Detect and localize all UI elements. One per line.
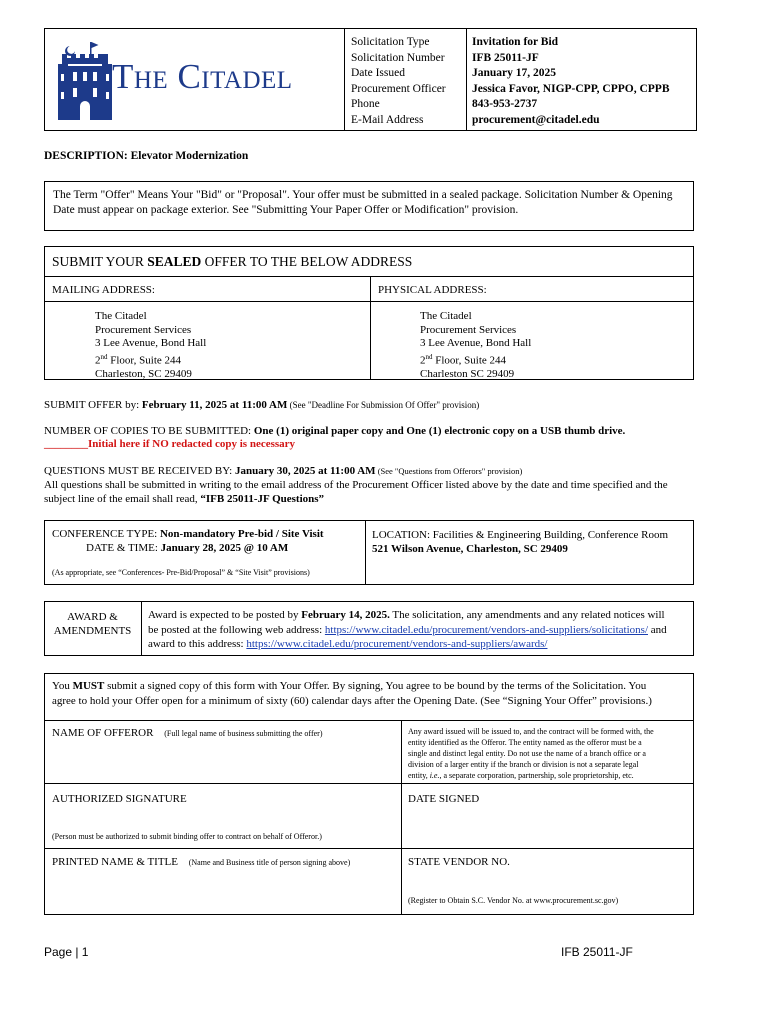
award-line2-pre: be posted at the following web address: [148, 623, 325, 636]
questions-label: QUESTIONS MUST BE RECEIVED BY: [44, 465, 235, 477]
date-signed-field[interactable]: DATE SIGNED [408, 793, 480, 805]
questions-body-line2-pre: subject line of the email shall read, [44, 493, 201, 505]
conference-location [372, 528, 668, 556]
physical-address-label: PHYSICAL ADDRESS: [378, 284, 487, 296]
solicitations-link[interactable]: https://www.citadel.edu/procurement/vendors-and-suppliers/solicitations/ [324, 623, 648, 636]
signing-row-divider-3 [44, 848, 694, 849]
mailing-line: Procurement Services [95, 323, 192, 336]
award-text-post: The solicitation, any amendments and any related notices will [389, 609, 665, 621]
label-phone: Phone [351, 98, 380, 110]
physical-line: Charleston SC 29409 [420, 367, 515, 380]
entity-note [408, 726, 654, 781]
submit-title-bold: SEALED [147, 254, 202, 269]
conference-note: (As appropriate, see “Conferences- Pre-Bid/Proposal” & “Site Visit” provisions) [52, 568, 310, 577]
vendor-no-note: (Register to Obtain S.C. Vendor No. at www.procurement.sc.gov) [408, 896, 619, 905]
authorized-signature-note: (Person must be authorized to submit binding offer to contract on behalf of Offeror.) [52, 832, 322, 841]
questions-line [44, 465, 522, 477]
questions-subject: “IFB 25011-JF Questions” [200, 493, 325, 505]
signing-intro-post: submit a signed copy of this form with Your Offer. By signing, You agree to be bound by the terms of the Solicitation. You [104, 680, 647, 692]
offer-notice-text: The Term "Offer" Means Your "Bid" or "Proposal". Your offer must be submitted in a sealed package. Solicitation Number & Opening Date must appear on package exterior. See "Submitting Your Paper Offer or Modification" provision. [53, 189, 673, 216]
label-email: E-Mail Address [351, 113, 424, 126]
deadline-note: (See "Deadline For Submission Of Offer" provision) [287, 400, 480, 410]
initial-blank[interactable]: ________ [44, 438, 88, 450]
mailing-floor-sup: nd [100, 352, 108, 361]
award-label-line2: AMENDMENTS [53, 625, 132, 637]
label-date-issued: Date Issued [351, 67, 405, 79]
submit-title-post: OFFER TO THE BELOW ADDRESS [201, 254, 413, 269]
header-divider-logo [344, 28, 345, 131]
copies-line [44, 425, 625, 437]
description-line [44, 150, 248, 162]
submit-labels-divider [44, 301, 694, 302]
questions-body-line1: All questions shall be submitted in writing to the email address of the Procurement Officer listed above by the date and time specified and the [44, 479, 668, 491]
mailing-line: Charleston, SC 29409 [95, 367, 192, 380]
signing-row-divider-1 [44, 720, 694, 721]
value-date-issued: January 17, 2025 [472, 67, 557, 79]
authorized-signature-field[interactable]: AUTHORIZED SIGNATURE [52, 793, 187, 805]
entity-note-line [408, 770, 654, 781]
award-text-line3 [148, 637, 667, 652]
mailing-line: The Citadel [95, 310, 147, 322]
initial-text: Initial here if NO redacted copy is necessary [88, 438, 296, 450]
mailing-floor-rest: Floor, Suite 244 [107, 354, 182, 367]
mailing-floor-num: 2 [95, 354, 101, 367]
offeror-field[interactable] [52, 727, 323, 739]
conference-type-value: Non-mandatory Pre-bid / Site Visit [159, 528, 324, 540]
citadel-logo [58, 40, 343, 120]
entity-note-last-italic: i.e. [429, 771, 440, 780]
printed-name-label: PRINTED NAME & TITLE [52, 856, 178, 868]
deadline-line [44, 399, 479, 411]
award-text [148, 608, 667, 652]
award-text-line2 [148, 623, 667, 638]
submit-title-pre: SUBMIT YOUR [52, 254, 148, 269]
value-solicitation-type: Invitation for Bid [472, 36, 559, 48]
submit-col-divider [370, 276, 371, 380]
submit-title [52, 254, 412, 270]
signing-intro-line1 [52, 679, 652, 694]
header-labels [351, 35, 446, 128]
award-label-line1: AWARD & [67, 611, 118, 623]
description-value: : Elevator Modernization [123, 150, 249, 162]
mailing-line [95, 351, 206, 368]
entity-note-line: entity identified as the Offeror. The entity named as the offeror must be a [408, 738, 642, 747]
entity-note-line: single and distinct legal entity. Do not use the name of a branch office or a [408, 749, 646, 758]
submit-title-divider [44, 276, 694, 277]
questions-note: (See "Questions from Offerors" provision) [375, 466, 523, 476]
questions-value: January 30, 2025 at 11:00 AM [235, 465, 376, 477]
conference-col-divider [365, 520, 366, 585]
award-text-pre: Award is expected to be posted by [148, 609, 302, 621]
award-col-divider [141, 601, 142, 656]
mailing-line: 3 Lee Avenue, Bond Hall [95, 337, 207, 349]
initial-line[interactable] [44, 438, 295, 450]
signing-intro-must: MUST [72, 680, 105, 692]
mailing-address [95, 310, 206, 381]
physical-line [420, 351, 531, 368]
printed-name-field[interactable] [52, 856, 350, 868]
printed-name-note: (Name and Business title of person signing above) [188, 858, 351, 867]
value-solicitation-number: IFB 25011-JF [472, 51, 539, 64]
signing-row-divider-2 [44, 783, 694, 784]
mailing-address-label: MAILING ADDRESS: [52, 284, 155, 296]
entity-note-last-pre: entity, [408, 771, 430, 780]
value-phone: 843-953-2737 [472, 98, 538, 110]
copies-value: One (1) original paper copy and One (1) electronic copy on a USB thumb drive. [253, 425, 626, 437]
questions-body [44, 478, 668, 506]
conference-type [52, 528, 324, 540]
physical-line: 3 Lee Avenue, Bond Hall [420, 337, 532, 349]
physical-floor-rest: Floor, Suite 244 [432, 354, 507, 367]
value-email[interactable]: procurement@citadel.edu [472, 113, 600, 126]
header-values [472, 35, 670, 128]
copies-label: NUMBER OF COPIES TO BE SUBMITTED: [44, 425, 254, 437]
offeror-label: NAME OF OFFEROR [52, 727, 154, 739]
conference-type-label: CONFERENCE TYPE: [52, 528, 160, 540]
page-number: Page | 1 [44, 945, 89, 959]
header-divider-values [466, 28, 467, 131]
footer-doc-id: IFB 25011-JF [561, 945, 633, 959]
signing-intro-line2: agree to hold your Offer open for a minimum of sixty (60) calendar days after the Opening Date. (See “Signing Your Offer” provisions.) [52, 695, 652, 707]
citadel-tower-icon [58, 40, 112, 120]
label-solicitation-number: Solicitation Number [351, 51, 445, 64]
org-name-logo-text: The Citadel [112, 57, 293, 96]
label-solicitation-type: Solicitation Type [351, 36, 430, 48]
signing-col-divider [401, 720, 402, 915]
physical-line: The Citadel [420, 310, 472, 322]
award-label [44, 610, 141, 638]
signing-intro-pre: You [52, 680, 73, 692]
label-procurement-officer: Procurement Officer [351, 82, 446, 95]
entity-note-line: division of a larger entity if the branch or division is not a separate legal [408, 760, 639, 769]
description-label: DESCRIPTION [44, 150, 124, 162]
conference-date-label: DATE & TIME: [86, 542, 161, 554]
entity-note-line: Any award issued will be issued to, and the contract will be formed with, the [408, 727, 654, 736]
award-line3-pre: award to this address: [148, 638, 247, 650]
awards-link[interactable]: https://www.citadel.edu/procurement/vendors-and-suppliers/awards/ [246, 638, 548, 650]
entity-note-last-post: , a separate corporation, partnership, sole proprietorship, etc. [439, 771, 634, 780]
conference-date-value: January 28, 2025 @ 10 AM [160, 542, 289, 554]
offeror-note: (Full legal name of business submitting the offer) [164, 729, 323, 738]
physical-line: Procurement Services [420, 323, 517, 336]
vendor-no-field[interactable]: STATE VENDOR NO. [408, 856, 510, 868]
conference-location-value: 521 Wilson Avenue, Charleston, SC 29409 [372, 543, 568, 555]
value-procurement-officer: Jessica Favor, NIGP-CPP, CPPO, CPPB [472, 82, 670, 95]
offer-notice-box [44, 181, 694, 231]
conference-location-label: LOCATION: Facilities & Engineering Building, Conference Room [372, 529, 669, 541]
deadline-label: SUBMIT OFFER by: [44, 399, 142, 411]
deadline-value: February 11, 2025 at 11:00 AM [141, 399, 288, 411]
award-line2-post: and [648, 623, 667, 636]
physical-floor-num: 2 [420, 354, 426, 367]
questions-body-line2 [44, 492, 668, 506]
signing-intro [52, 679, 652, 709]
award-date: February 14, 2025. [301, 609, 390, 621]
physical-address [420, 310, 531, 381]
award-text-line1 [148, 608, 667, 623]
conference-date [86, 542, 288, 554]
physical-floor-sup: nd [425, 352, 433, 361]
